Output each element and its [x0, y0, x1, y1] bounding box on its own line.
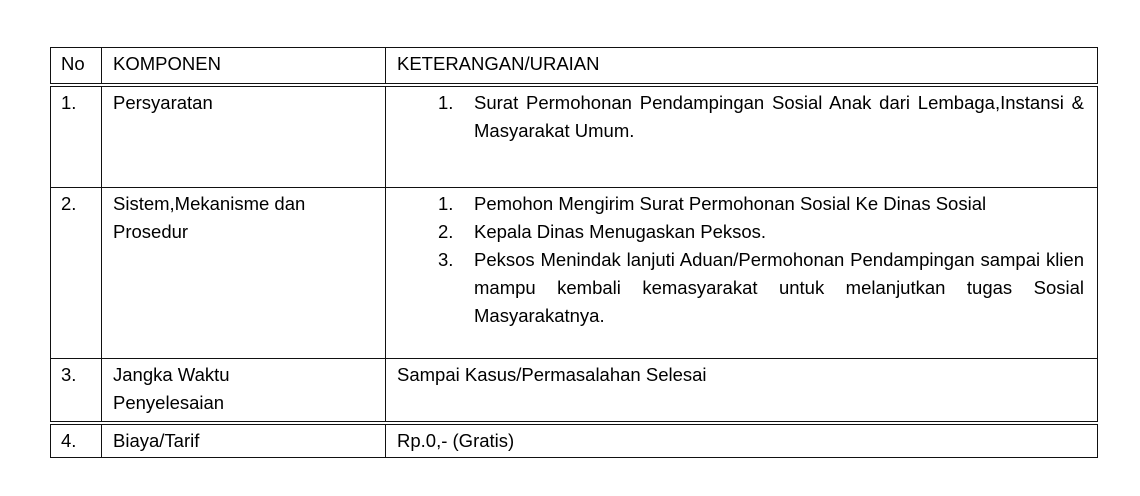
list-item-text: Peksos Menindak lanjuti Aduan/Permohonan Pendampingan sampai klien mampu kembali kemasyarakat untuk melanjutkan tugas Sosial Masyarakatnya. [474, 249, 1084, 326]
list-item [386, 89, 1084, 145]
komponen-label: Biaya/Tarif [113, 430, 200, 451]
keterangan-text: Sampai Kasus/Permasalahan Selesai [397, 364, 707, 385]
row-number: 2. [61, 193, 77, 214]
komponen-label: Sistem,Mekanisme dan Prosedur [113, 193, 306, 242]
row-number-cell [51, 85, 102, 188]
list-item-number: 1. [438, 193, 454, 214]
keterangan-cell [386, 359, 1098, 424]
list-item-number: 2. [438, 221, 454, 242]
list-item [386, 190, 1084, 218]
table-row [51, 85, 1098, 188]
header-no-cell [51, 48, 102, 86]
table-row [51, 359, 1098, 424]
list-item [386, 246, 1084, 330]
keterangan-text: Rp.0,- (Gratis) [397, 430, 515, 451]
header-keterangan: KETERANGAN/URAIAN [397, 53, 600, 74]
list-item-number: 3. [438, 249, 454, 270]
row-number-cell [51, 423, 102, 458]
keterangan-list [386, 89, 1084, 145]
list-item-text: Kepala Dinas Menugaskan Peksos. [474, 221, 767, 242]
table-header-row [51, 48, 1098, 86]
list-item-text: Pemohon Mengirim Surat Permohonan Sosial Ke Dinas Sosial [474, 193, 987, 214]
service-standard-table [50, 47, 1098, 458]
komponen-cell [102, 423, 386, 458]
row-number: 3. [61, 364, 77, 385]
komponen-label: Persyaratan [113, 92, 213, 113]
header-keterangan-cell [386, 48, 1098, 86]
row-number-cell [51, 359, 102, 424]
list-item [386, 218, 1084, 246]
table-row [51, 423, 1098, 458]
list-item-text: Surat Permohonan Pendampingan Sosial Anak dari Lembaga,Instansi & Masyarakat Umum. [474, 92, 1084, 141]
header-no: No [61, 53, 85, 74]
keterangan-cell [386, 423, 1098, 458]
list-item-number: 1. [438, 92, 454, 113]
keterangan-cell [386, 85, 1098, 188]
header-komponen-cell [102, 48, 386, 86]
row-number: 4. [61, 430, 77, 451]
table-row [51, 188, 1098, 359]
row-number: 1. [61, 92, 77, 113]
header-komponen: KOMPONEN [113, 53, 221, 74]
komponen-label: Jangka Waktu Penyelesaian [113, 364, 230, 413]
komponen-cell [102, 188, 386, 359]
keterangan-cell [386, 188, 1098, 359]
row-number-cell [51, 188, 102, 359]
keterangan-list [386, 190, 1084, 330]
komponen-cell [102, 85, 386, 188]
komponen-cell [102, 359, 386, 424]
